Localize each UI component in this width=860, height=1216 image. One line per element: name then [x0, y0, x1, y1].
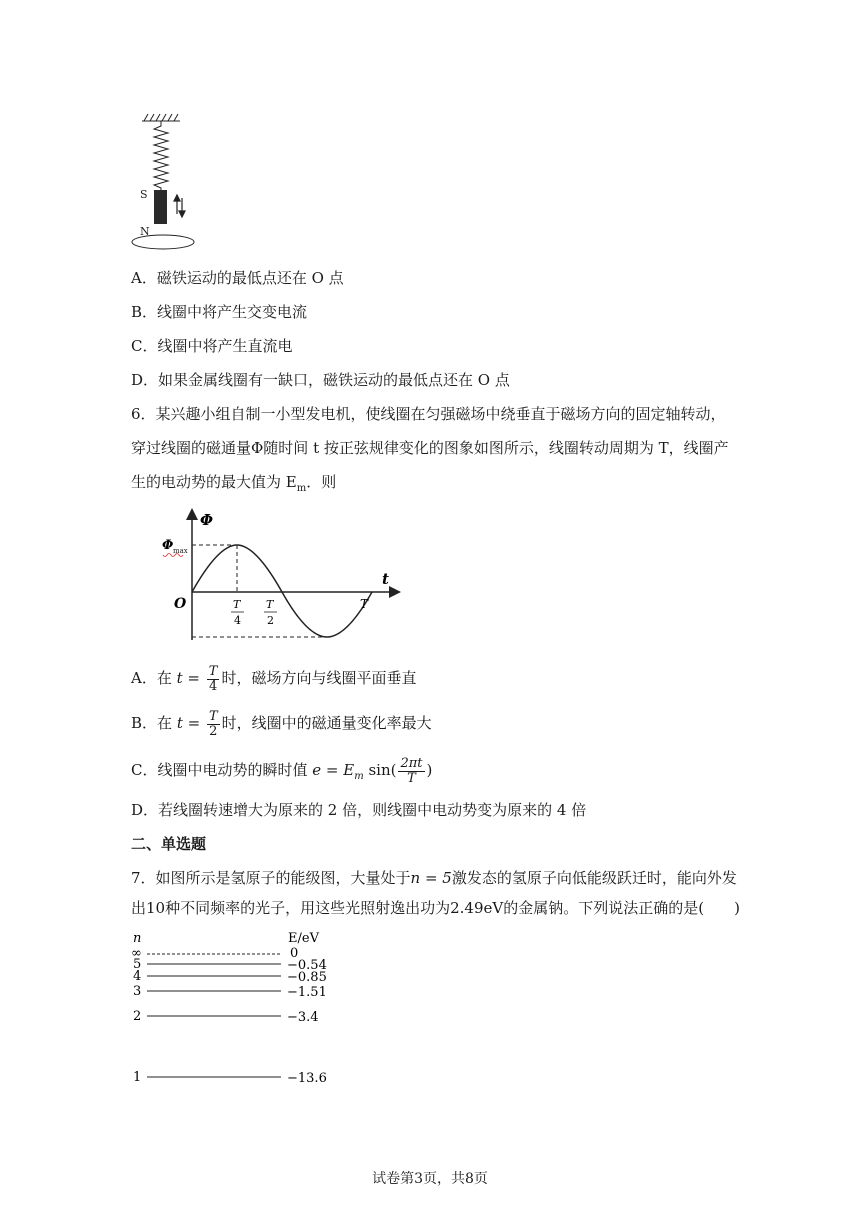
q6-option-a	[131, 660, 416, 696]
q6-b-frac-den: 2	[209, 723, 218, 739]
q6-c-sin: sin(	[363, 761, 397, 779]
sine-curve	[192, 545, 372, 637]
level-1-e: −13.6	[287, 1071, 327, 1086]
y-max-sub: max	[173, 547, 188, 555]
level-2-e: −3.4	[287, 1010, 319, 1025]
q7-line2-mid: 种不同频率的光子，用这些光照射逸出功为	[165, 899, 451, 917]
ceiling-hatch	[142, 114, 180, 121]
q6-stem-line-3-text: 生的电动势的最大值为 E	[131, 473, 297, 491]
q6-a-frac-den: 4	[208, 678, 218, 694]
tick-t4-num: T	[233, 598, 241, 611]
s-pole-label: S	[140, 188, 148, 201]
q7-line2-num: 10	[146, 899, 166, 917]
q6-c-frac-num: 2πt	[400, 755, 423, 771]
q7-line1-math: n = 5	[410, 869, 452, 887]
level-1-n: 1	[133, 1070, 142, 1085]
n-pole-label: N	[140, 225, 150, 238]
section-2-heading: 二、单选题	[131, 835, 207, 853]
level-inf-n: ∞	[131, 946, 142, 961]
q6-option-b	[131, 705, 432, 741]
q6-a-frac	[207, 665, 220, 694]
q6-a-t: t	[176, 669, 183, 687]
level-inf-e: 0	[290, 946, 299, 961]
level-5-n: 5	[133, 957, 142, 972]
q6-option-a-prefix: A．在	[131, 669, 172, 687]
q6-c-frac-den: T	[407, 770, 416, 786]
q6-c-frac	[398, 757, 424, 786]
level-4-e: −0.85	[287, 970, 327, 985]
flux-sine-graph	[160, 505, 410, 645]
q5-option-a: A．磁铁运动的最低点还在 O 点	[131, 269, 344, 287]
q7-line1-prefix: 7．如图所示是氢原子的能级图，大量处于	[131, 869, 411, 887]
level-5-e: −0.54	[287, 958, 327, 973]
q6-stem-tail: ．则	[306, 473, 337, 491]
level-2-n: 2	[133, 1009, 142, 1024]
q7-line2-energy: 2.49eV	[450, 899, 504, 917]
level-4-n: 4	[133, 969, 142, 984]
q6-c-e: e	[312, 761, 322, 779]
q7-stem-line-2	[131, 898, 740, 918]
q6-a-eq: =	[182, 669, 205, 687]
level-3-e: −1.51	[287, 985, 327, 1000]
q7-line2-suffix: 的金属钠。下列说法正确的是( )	[503, 899, 740, 917]
q7-stem-line-1	[131, 868, 737, 888]
q6-b-eq: =	[182, 714, 205, 732]
q6-b-frac	[207, 710, 220, 739]
q5-option-c: C．线圈中将产生直流电	[131, 337, 293, 355]
q6-option-b-prefix: B．在	[131, 714, 173, 732]
q7-line2-prefix: 出	[131, 899, 147, 917]
spring	[154, 121, 168, 190]
q6-c-em-sub: m	[354, 771, 364, 782]
q6-stem-line-3	[131, 472, 336, 499]
page-footer: 试卷第3页，共8页	[372, 1171, 488, 1187]
tick-t2-den: 2	[267, 614, 274, 627]
q6-option-a-suffix: 时，磁场方向与线圈平面垂直	[221, 669, 417, 687]
q6-option-d: D．若线圈转速增大为原来的 2 倍，则线圈中电动势变为原来的 4 倍	[131, 801, 587, 819]
spring-magnet-figure	[125, 110, 205, 255]
y-max-label: Φ	[162, 538, 174, 553]
q6-stem-line-1: 6．某兴趣小组自制一小型发电机，使线圈在匀强磁场中绕垂直于磁场方向的固定轴转动，	[131, 405, 726, 423]
q6-c-em: E	[343, 761, 355, 779]
q5-option-d: D．如果金属线圈有一缺口，磁铁运动的最低点还在 O 点	[131, 371, 510, 389]
period-label: T	[360, 597, 369, 611]
q6-stem-sub: m	[296, 483, 307, 494]
tick-t4-den: 4	[234, 614, 241, 627]
origin-label: O	[174, 596, 187, 612]
e-header: E/eV	[288, 931, 319, 946]
x-axis-label: t	[382, 570, 389, 588]
q5-option-b: B．线圈中将产生交变电流	[131, 303, 308, 321]
n-header: n	[133, 931, 142, 946]
coil	[132, 235, 194, 249]
q6-option-c	[131, 750, 432, 797]
energy-level-diagram	[125, 925, 365, 1090]
q6-b-t: t	[176, 714, 183, 732]
y-axis-label: Φ	[200, 511, 214, 529]
q6-option-b-suffix: 时，线圈中的磁通量变化率最大	[221, 714, 432, 732]
q6-a-frac-num: T	[208, 663, 218, 679]
level-3-n: 3	[133, 984, 142, 999]
up-down-arrow-icon	[174, 195, 185, 217]
q6-c-close: )	[426, 761, 433, 779]
magnet	[154, 190, 167, 224]
tick-t2-num: T	[266, 598, 274, 611]
q6-option-c-prefix: C．线圈中电动势的瞬时值	[131, 761, 308, 779]
q7-line1-suffix: 激发态的氢原子向低能级跃迁时，能向外发	[451, 869, 737, 887]
q6-c-eq: =	[321, 761, 344, 779]
q6-b-frac-num: T	[208, 708, 218, 724]
q6-stem-line-2: 穿过线圈的磁通量Φ随时间 t 按正弦规律变化的图象如图所示，线圈转动周期为 T，线圈产	[131, 439, 729, 457]
